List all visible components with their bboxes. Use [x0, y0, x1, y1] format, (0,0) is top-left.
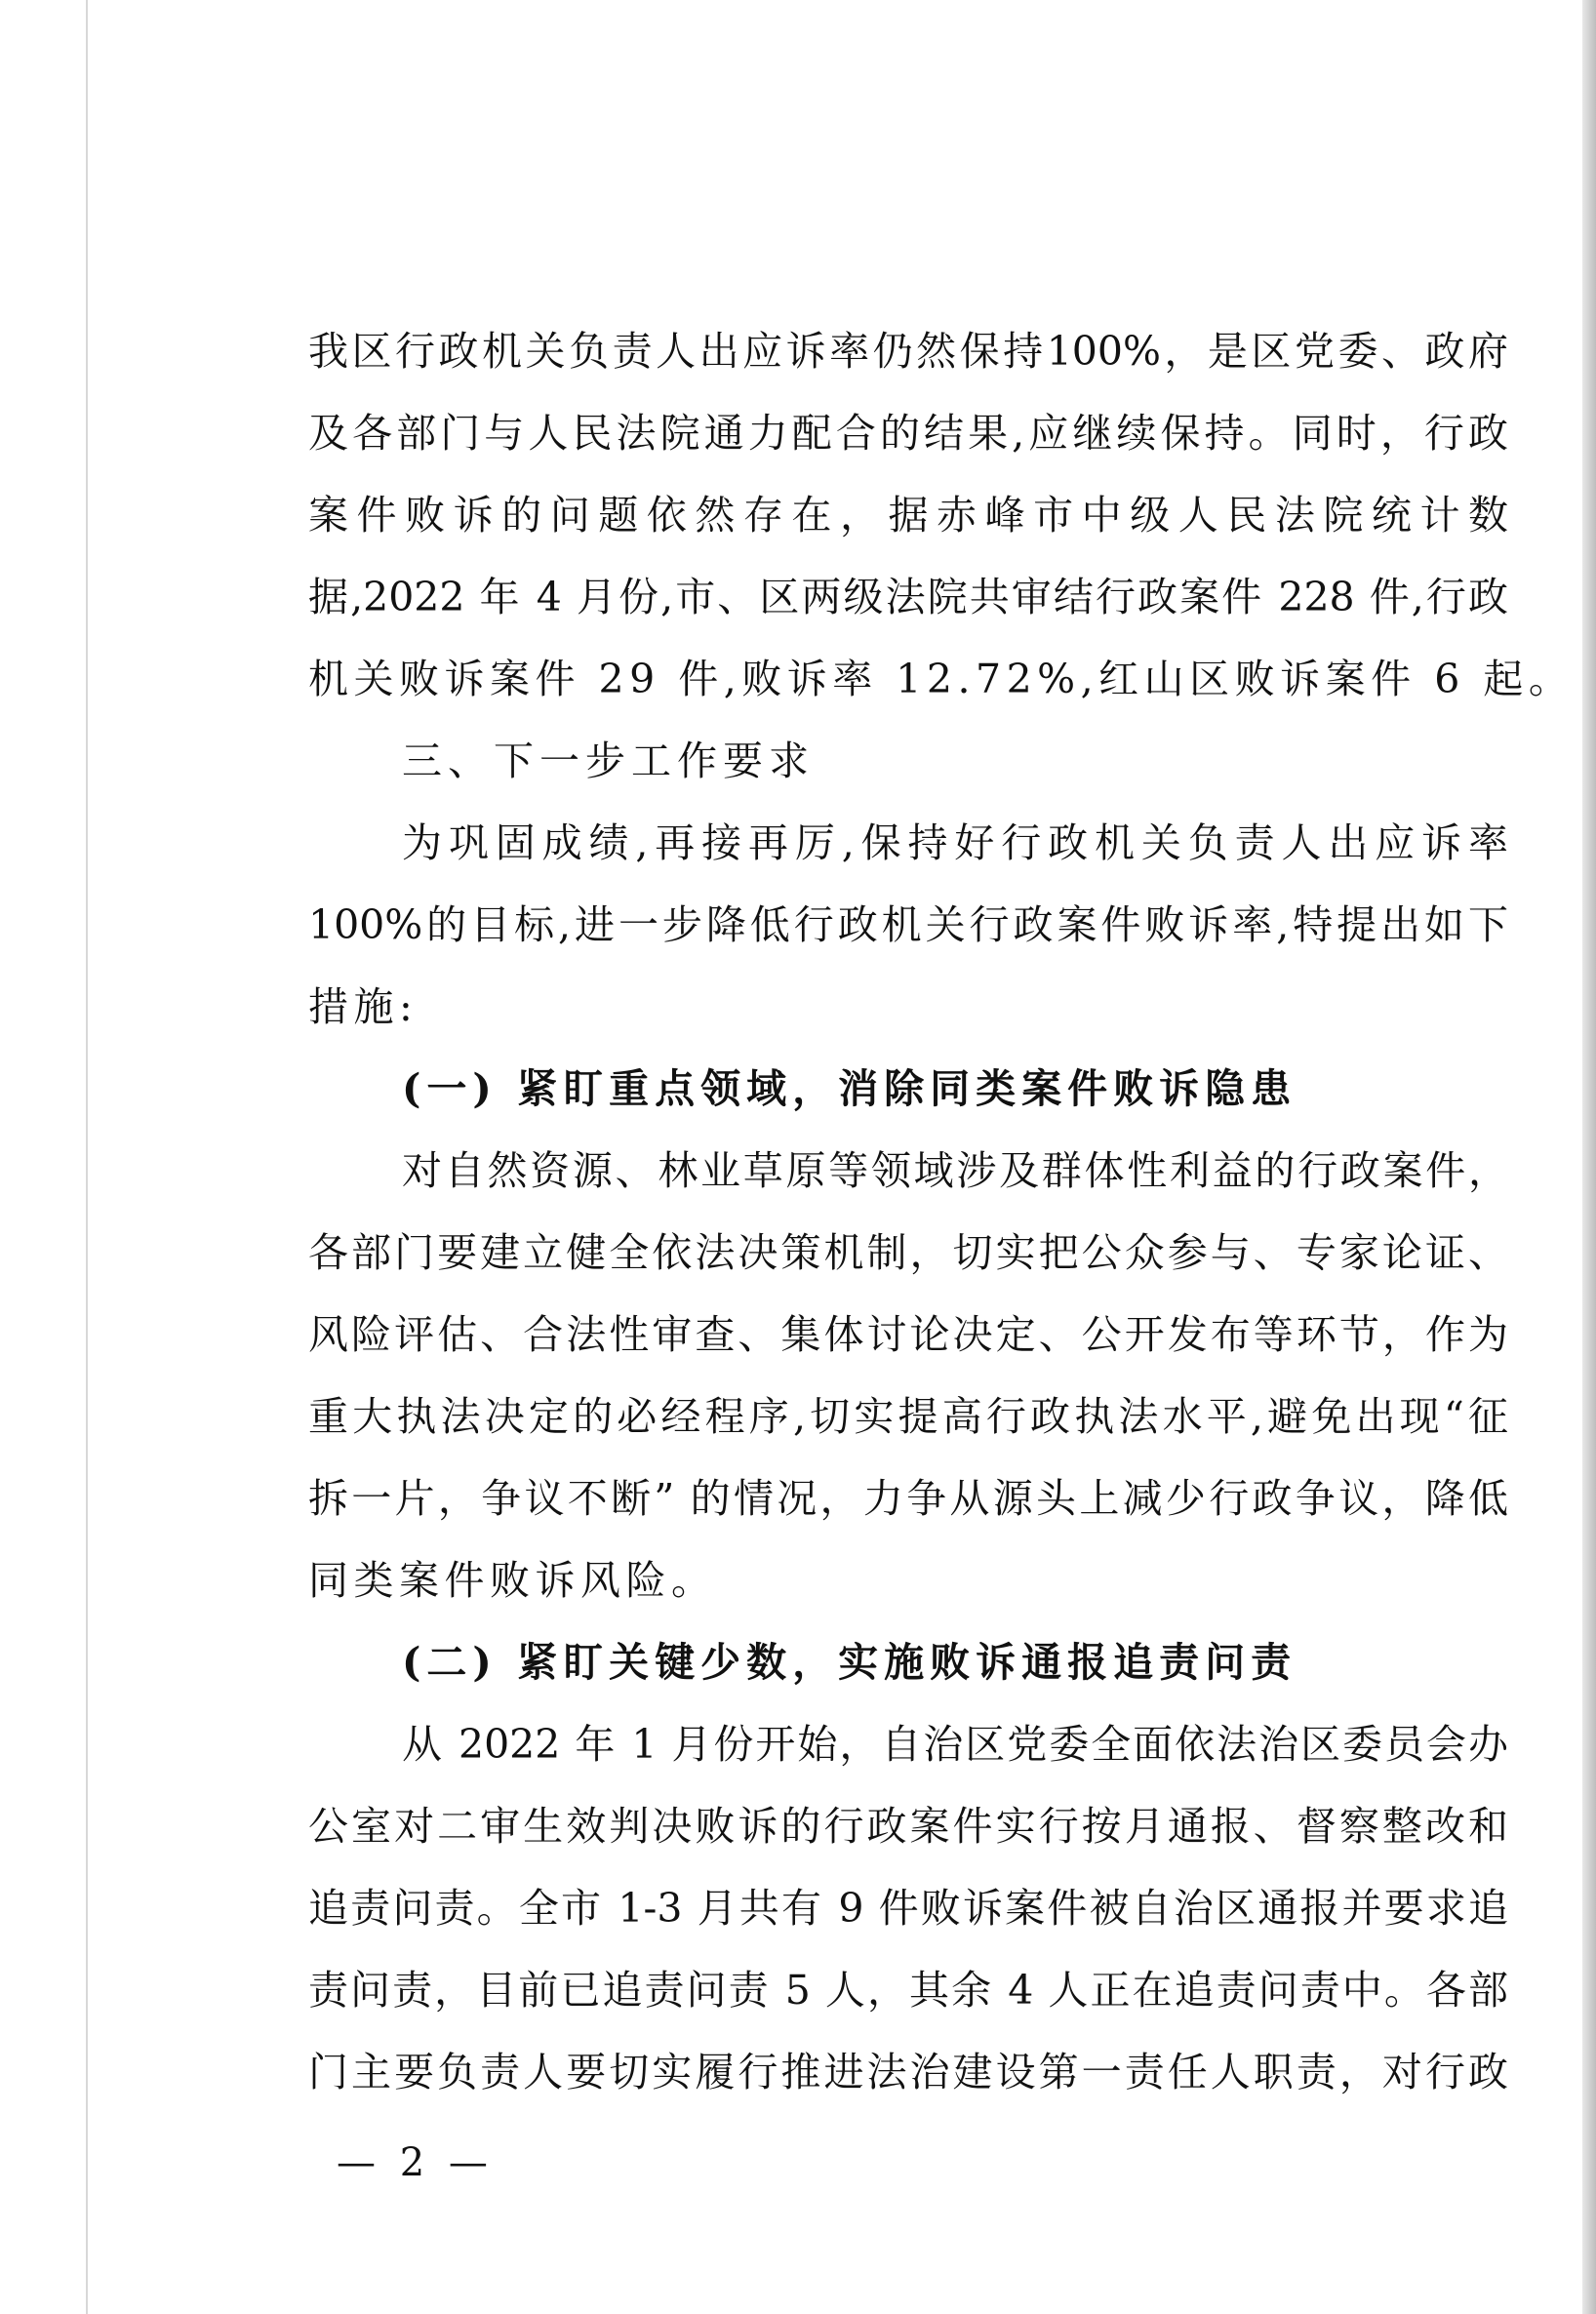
paragraph-line: 据,2022 年 4 月份,市、区两级法院共审结行政案件 228 件,行政 — [308, 574, 1508, 620]
paragraph-line: 从 2022 年 1 月份开始，自治区党委全面依法治区委员会办 — [402, 1721, 1508, 1768]
scan-right-edge — [1582, 0, 1596, 2314]
paragraph-line: 重大执法决定的必经程序,切实提高行政执法水平,避免出现“征 — [308, 1393, 1508, 1440]
paragraph-line: 及各部门与人民法院通力配合的结果,应继续保持。同时，行政 — [308, 410, 1508, 457]
section-heading: 三、下一步工作要求 — [402, 738, 815, 784]
paragraph-line: 为巩固成绩,再接再厉,保持好行政机关负责人出应诉率 — [402, 819, 1508, 866]
paragraph-line: 同类案件败诉风险。 — [308, 1557, 717, 1604]
paragraph-line: 拆一片，争议不断” 的情况，力争从源头上减少行政争议，降低 — [308, 1475, 1508, 1522]
paragraph-line: 我区行政机关负责人出应诉率仍然保持100%，是区党委、政府 — [308, 328, 1508, 375]
paragraph-line: 机关败诉案件 29 件,败诉率 12.72%,红山区败诉案件 6 起。 — [308, 656, 1575, 702]
scan-left-edge — [86, 0, 88, 2314]
paragraph-line: 门主要负责人要切实履行推进法治建设第一责任人职责，对行政 — [308, 2049, 1508, 2095]
paragraph-line: 案件败诉的问题依然存在，据赤峰市中级人民法院统计数 — [308, 492, 1508, 539]
paragraph-line: 责问责，目前已追责问责 5 人，其余 4 人正在追责问责中。各部 — [308, 1967, 1508, 2014]
paragraph-line: 公室对二审生效判决败诉的行政案件实行按月通报、督察整改和 — [308, 1803, 1508, 1850]
paragraph-line: 各部门要建立健全依法决策机制，切实把公众参与、专家论证、 — [308, 1229, 1508, 1276]
paragraph-line: 风险评估、合法性审查、集体讨论决定、公开发布等环节，作为 — [308, 1311, 1508, 1358]
paragraph-line: 对自然资源、林业草原等领域涉及群体性利益的行政案件， — [402, 1147, 1508, 1194]
paragraph-line: 100%的目标,进一步降低行政机关行政案件败诉率,特提出如下 — [308, 901, 1508, 948]
paragraph-line: 追责问责。全市 1-3 月共有 9 件败诉案件被自治区通报并要求追 — [308, 1885, 1508, 1932]
page-number: — 2 — — [337, 2140, 494, 2185]
subheading-2: (二) 紧盯关键少数，实施败诉通报追责问责 — [402, 1639, 1297, 1686]
subheading-1: (一) 紧盯重点领域，消除同类案件败诉隐患 — [402, 1065, 1297, 1112]
paragraph-line: 措施: — [308, 983, 419, 1030]
